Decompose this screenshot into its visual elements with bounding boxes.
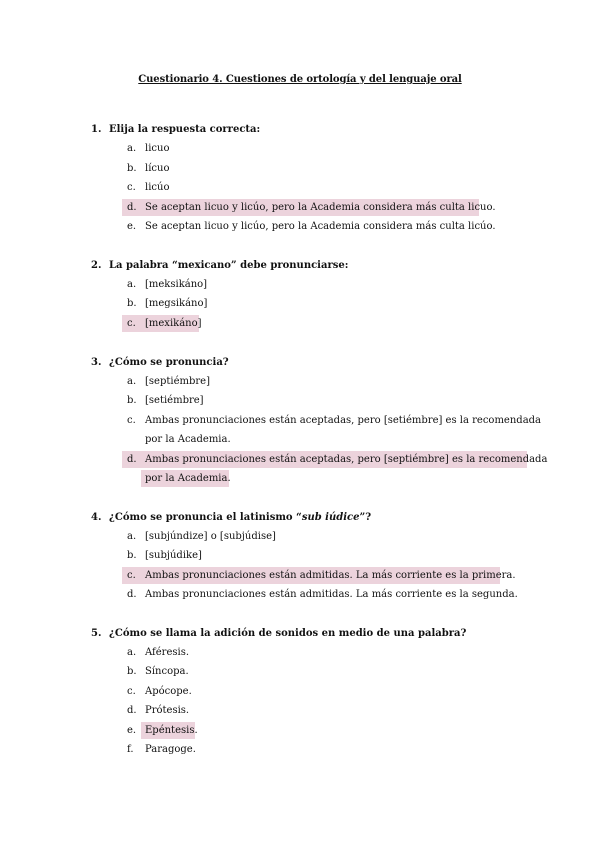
- option-text: Prótesis.: [145, 705, 190, 716]
- option-text: lícuo: [145, 163, 170, 174]
- option-text: Paragoge.: [145, 744, 196, 755]
- question-number: 3.: [91, 357, 102, 368]
- option-letter: b.: [127, 395, 137, 406]
- page-title: Cuestionario 4. Cuestiones de ortología y del lenguaje oral: [138, 74, 462, 85]
- option-text: Se aceptan licuo y licúo, pero la Academia considera más culta licúo.: [145, 221, 496, 232]
- question-text: La palabra “mexicano” debe pronunciarse:: [109, 260, 349, 271]
- option-3d-continuation: por la Academia.: [145, 473, 231, 484]
- option-letter: a.: [127, 143, 137, 154]
- option-letter: a.: [127, 279, 137, 290]
- option-text: Apócope.: [145, 686, 192, 697]
- option-letter: d.: [127, 202, 137, 213]
- option-letter: b.: [127, 298, 137, 309]
- option-text: Ambas pronunciaciones están aceptadas, pero [septiémbre] es la recomendada: [145, 454, 548, 465]
- option-text: Epéntesis.: [145, 725, 198, 736]
- option-letter: a.: [127, 376, 137, 387]
- option-text: [subjúndize] o [subjúdise]: [145, 531, 276, 542]
- option-text: licuo: [145, 143, 170, 154]
- option-letter: d.: [127, 454, 137, 465]
- option-text: licúo: [145, 182, 170, 193]
- option-text: Síncopa.: [145, 666, 189, 677]
- option-text: Ambas pronunciaciones están admitidas. La más corriente es la segunda.: [145, 589, 518, 600]
- question-text: ¿Cómo se pronuncia?: [109, 357, 229, 368]
- question-number: 5.: [91, 628, 102, 639]
- option-letter: e.: [127, 221, 137, 232]
- option-letter: f.: [127, 744, 134, 755]
- option-letter: c.: [127, 686, 136, 697]
- latinism-italic: sub iúdice: [301, 512, 360, 523]
- option-letter: b.: [127, 550, 137, 561]
- option-3c-continuation: por la Academia.: [145, 434, 231, 445]
- option-letter: d.: [127, 705, 137, 716]
- option-letter: a.: [127, 531, 137, 542]
- question-text: Elija la respuesta correcta:: [109, 124, 261, 135]
- option-text: [setiémbre]: [145, 395, 204, 406]
- option-text: Aféresis.: [145, 647, 190, 658]
- option-text: [subjúdike]: [145, 550, 202, 561]
- option-text: Ambas pronunciaciones están admitidas. La más corriente es la primera.: [145, 570, 516, 581]
- question-text-end: ”?: [359, 512, 372, 523]
- question-text: [109, 511, 371, 525]
- option-letter: c.: [127, 415, 136, 426]
- option-text: [mexikáno]: [145, 318, 202, 329]
- option-letter: b.: [127, 666, 137, 677]
- option-letter: a.: [127, 647, 137, 658]
- option-letter: c.: [127, 182, 136, 193]
- option-text: Ambas pronunciaciones están aceptadas, pero [setiémbre] es la recomendada: [145, 415, 542, 426]
- option-letter: b.: [127, 163, 137, 174]
- option-text: [meksikáno]: [145, 279, 208, 290]
- option-text: [megsikáno]: [145, 298, 208, 309]
- question-number: 4.: [91, 512, 102, 523]
- option-letter: e.: [127, 725, 137, 736]
- question-number: 2.: [91, 260, 102, 271]
- option-letter: c.: [127, 318, 136, 329]
- option-text: Se aceptan licuo y licúo, pero la Academia considera más culta licuo.: [145, 202, 496, 213]
- option-text: [septiémbre]: [145, 376, 210, 387]
- question-number: 1.: [91, 124, 102, 135]
- option-letter: c.: [127, 570, 136, 581]
- option-letter: d.: [127, 589, 137, 600]
- question-text-start: ¿Cómo se pronuncia el latinismo “: [109, 512, 302, 523]
- question-text: ¿Cómo se llama la adición de sonidos en medio de una palabra?: [109, 628, 467, 639]
